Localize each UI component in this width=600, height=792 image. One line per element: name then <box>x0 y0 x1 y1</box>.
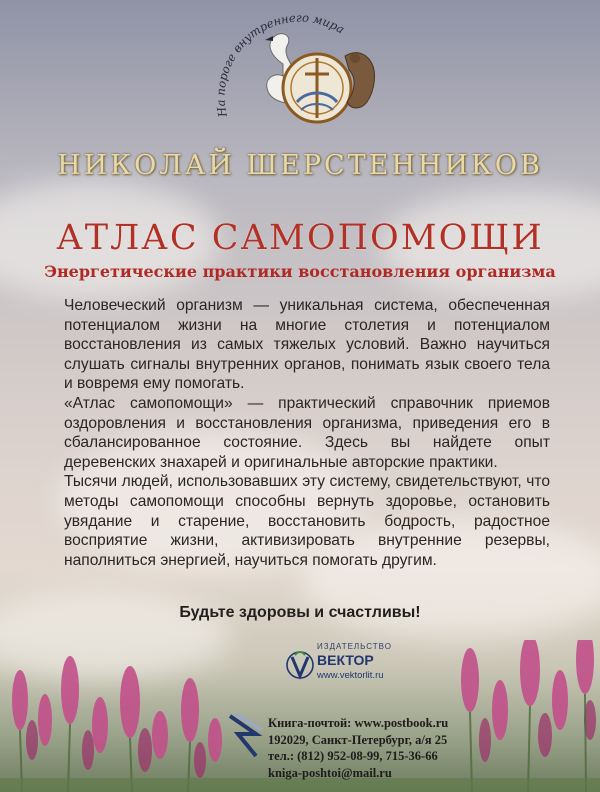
contact-line: Книга-почтой: www.postbook.ru <box>268 716 449 730</box>
series-emblem <box>205 6 395 146</box>
motto: Будьте здоровы и счастливы! <box>179 604 421 621</box>
mail-order-arrow-icon <box>226 712 266 760</box>
book-subtitle: Энергетические практики восстановления организма <box>44 262 556 281</box>
annotation-paragraph: Тысячи людей, использовавших эту систему, свидетельствуют, что методы самопомощи способны вернуть здоровье, остановить увядание и старение, восстановить бодрость, радостное восприятие жизни, активизировать внутренние резервы, наполниться энергией, научиться помогать другим. <box>64 473 550 569</box>
contact-line: тел.: (812) 952-08-99, 715-36-66 <box>268 749 438 763</box>
series-name: На пороге внутреннего мира <box>213 10 347 119</box>
publisher-leaf-icon <box>286 646 314 684</box>
author-name: НИКОЛАЙ ШЕРСТЕННИКОВ <box>57 150 543 181</box>
book-title: АТЛАС САМОПОМОЩИ <box>56 218 544 258</box>
annotation-paragraph: Человеческий организм — уникальная система, обеспеченная потенциалом жизни на многие столетия и потенциалом восстановления из самых тяжелых условий. Важно научиться слушать сигналы внутренних органов, понимать язык своего тела и вовремя ему помогать. <box>64 297 550 393</box>
publisher-name: ВЕКТОР <box>317 652 374 668</box>
contact-line: 192029, Санкт-Петербург, а/я 25 <box>268 732 448 747</box>
publisher-logo <box>286 640 436 690</box>
contact-line: kniga-poshtoi@mail.ru <box>268 765 392 780</box>
annotation-text <box>64 296 550 570</box>
contacts-block <box>268 715 448 781</box>
sun-cross-icon <box>283 54 351 122</box>
publisher-label: ИЗДАТЕЛЬСТВО <box>317 642 392 651</box>
publisher-website: www.vektorlit.ru <box>317 670 384 681</box>
annotation-paragraph: «Атлас самопомощи» — практический справочник приемов оздоровления и восстановления организма, приведения его в сбалансированное состояние. Здесь вы найдете опыт деревенских знахарей и оригинальные авторские практики. <box>64 394 550 471</box>
